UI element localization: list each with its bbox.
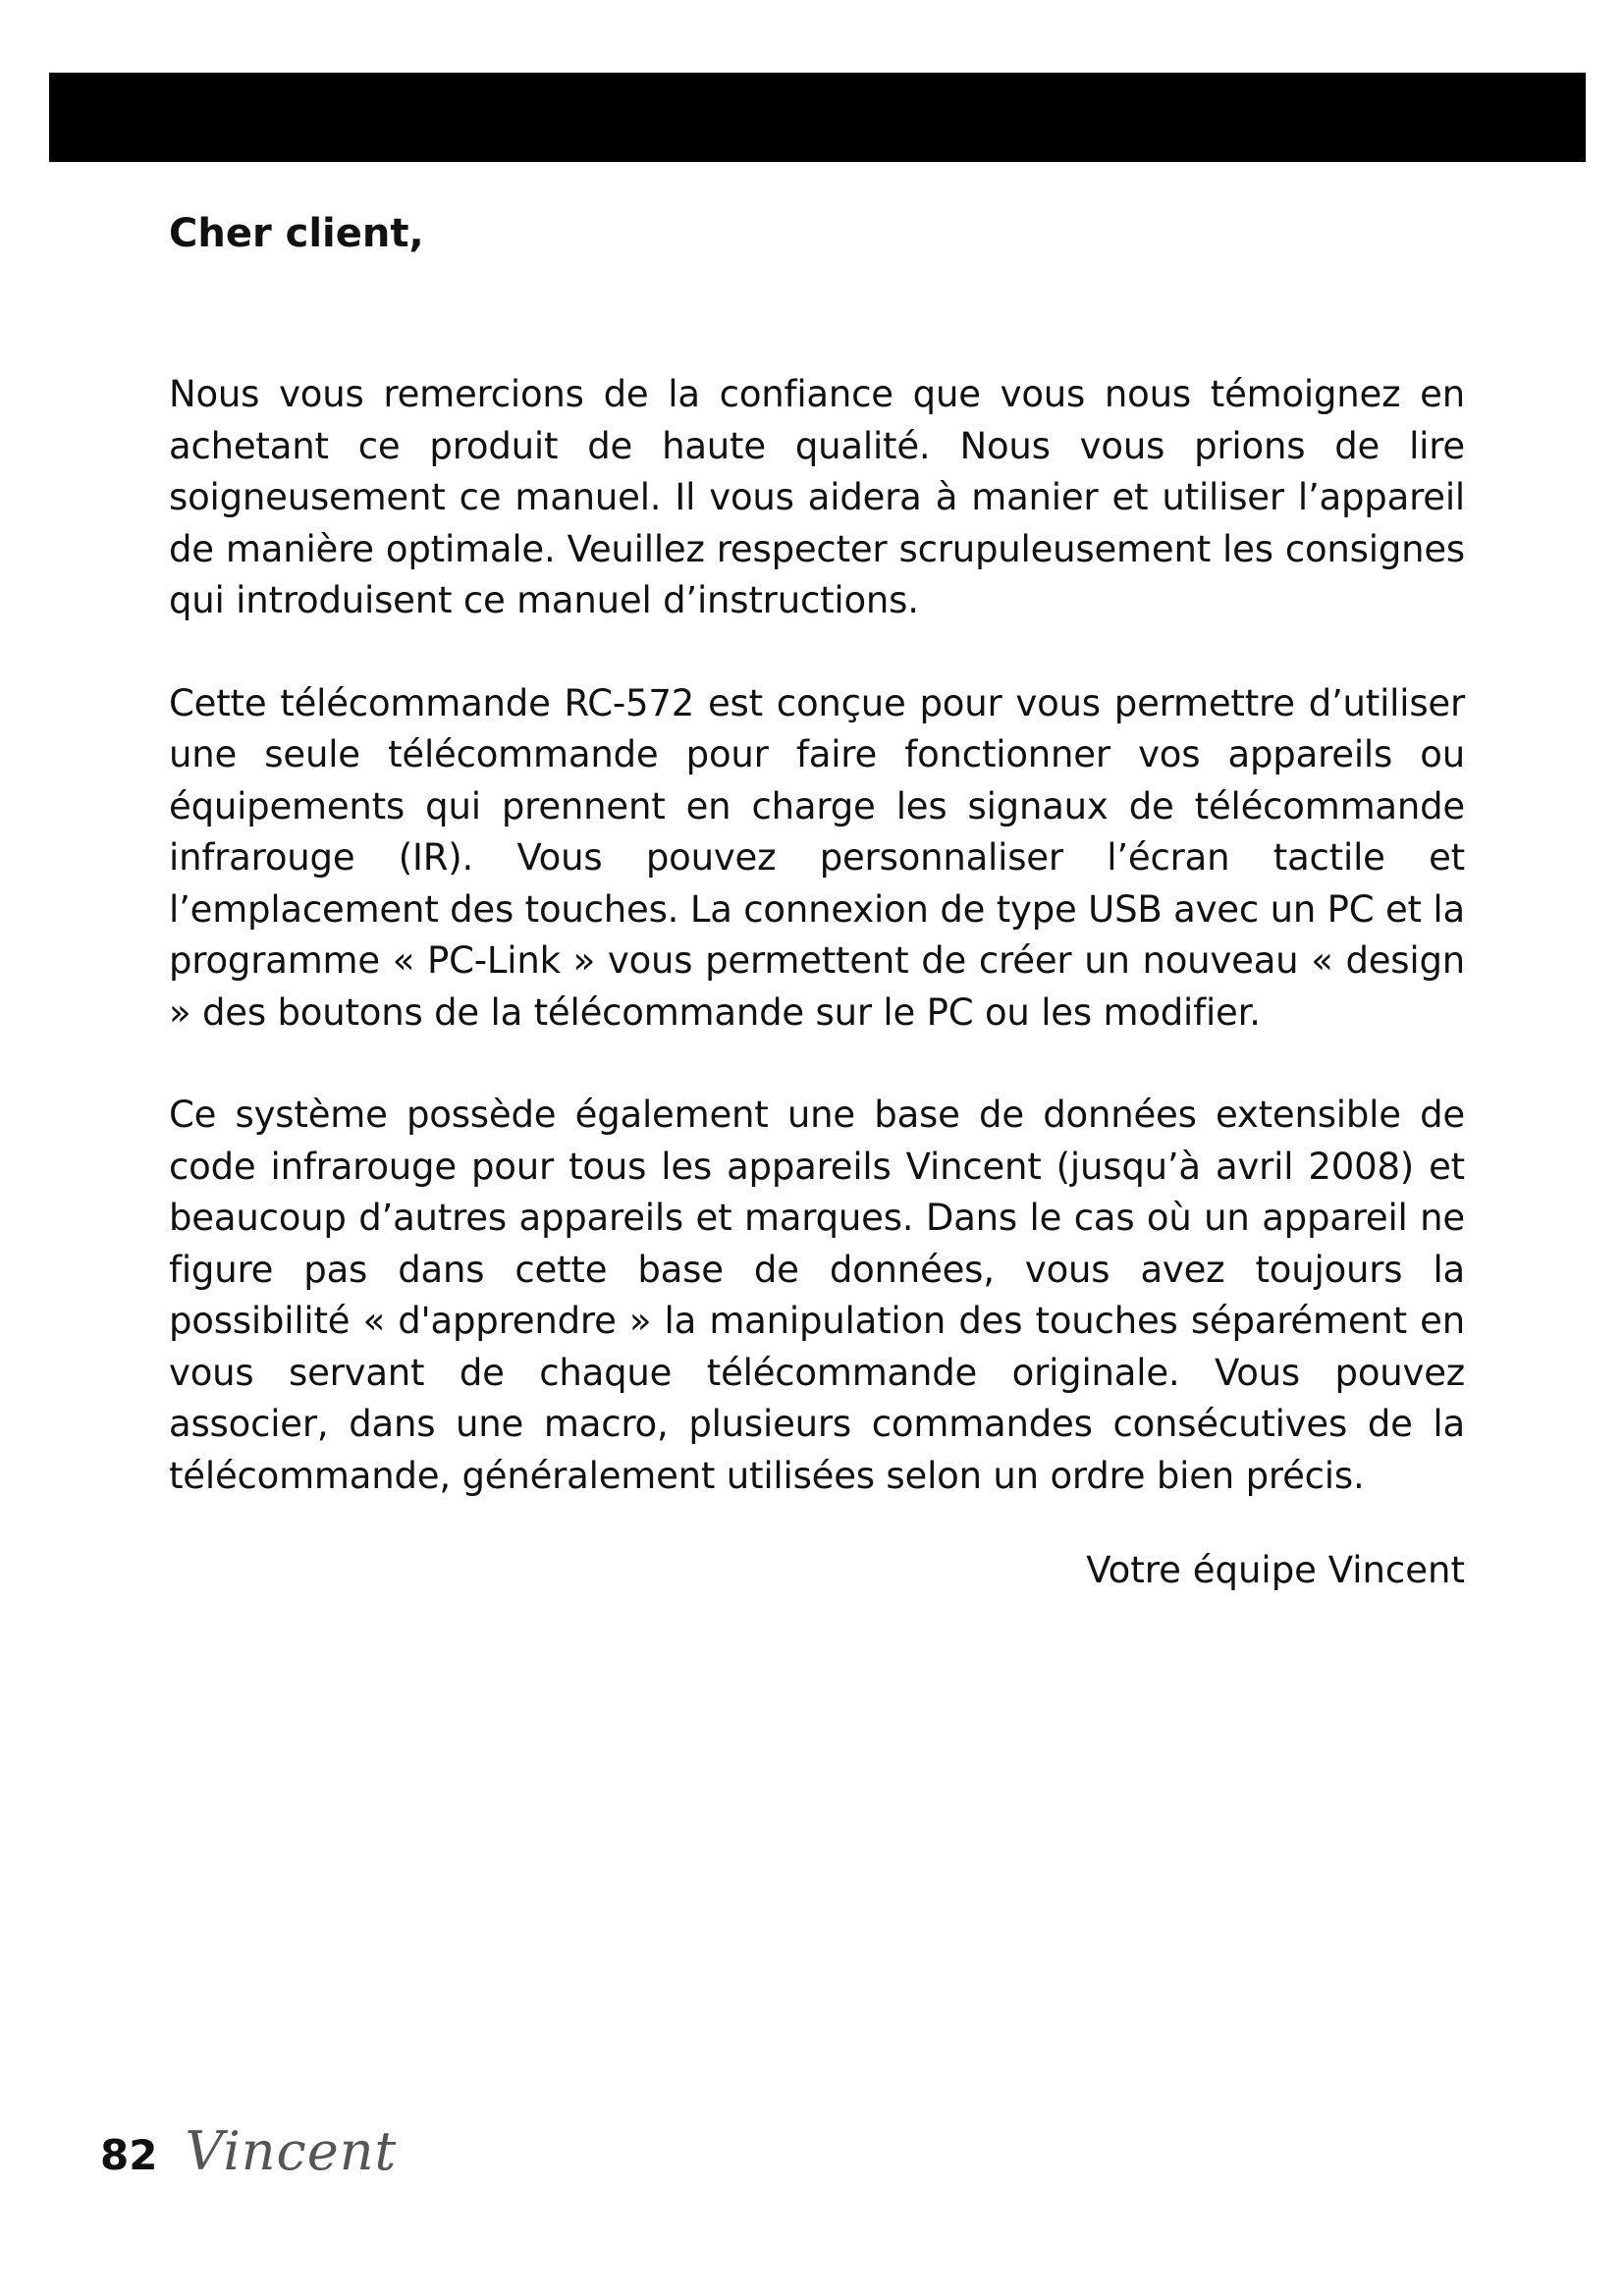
page-footer [100, 2120, 397, 2189]
salutation: Cher client, [169, 211, 424, 256]
paragraph-database: Ce système possède également une base de données extensible de code infrarouge pour tous les appareils Vincent (jusqu’à avril 2008) et beaucoup d’autres appareils et marques. Dans le cas où un appareil ne figure pas dans cette base de données, vous avez toujours la possibilité « d'apprendre » la manipulation des touches séparément en vous servant de chaque télécommande originale. Vous pouvez associer, dans une macro, plusieurs commandes consécutives de la télécommande, généralement utilisées selon un ordre bien précis. [169, 1094, 1465, 1497]
brand-logo: Vincent [185, 2120, 398, 2182]
letter-body [169, 206, 1465, 1596]
header-bar [49, 73, 1586, 162]
page-number: 82 [100, 2131, 158, 2179]
signature: Votre équipe Vincent [1086, 1549, 1465, 1591]
paragraph-intro: Nous vous remercions de la confiance que vous nous témoignez en achetant ce produit de haute qualité. Nous vous prions de lire soigneusement ce manuel. Il vous aidera à manier et utiliser l’appareil de manière optimale. Veuillez respecter scrupuleusement les consignes qui introduisent ce manuel d’instructions. [169, 373, 1465, 621]
paragraph-remote: Cette télécommande RC-572 est conçue pour vous permettre d’utiliser une seule télécommande pour faire fonctionner vos appareils ou équipements qui prennent en charge les signaux de télécommande infrarouge (IR). Vous pouvez personnaliser l’écran tactile et l’emplacement des touches. La connexion de type USB avec un PC et la programme « PC-Link » vous permettent de créer un nouveau « design » des boutons de la télécommande sur le PC ou les modifier. [169, 681, 1465, 1034]
